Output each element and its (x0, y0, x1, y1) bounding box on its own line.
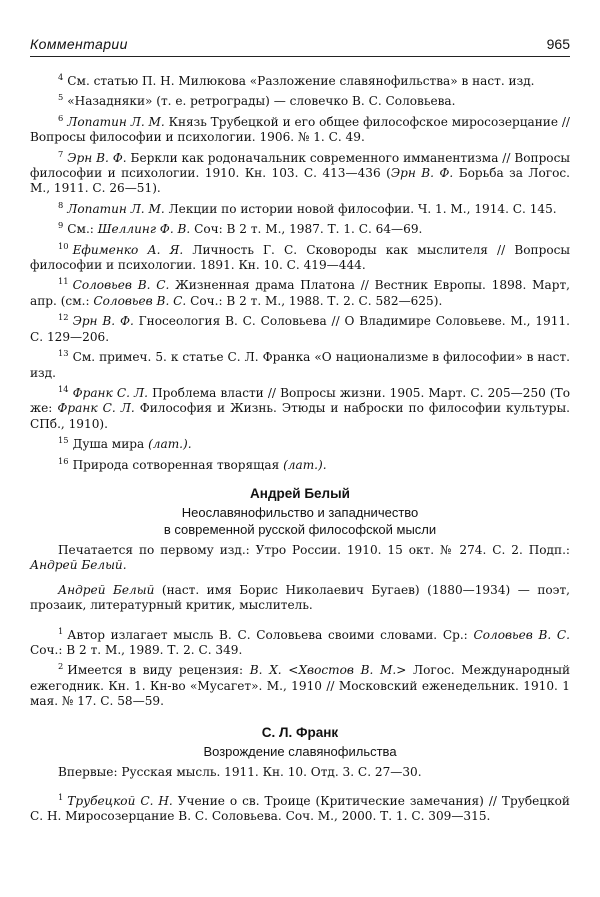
italic-text: В. Х. <Хвостов В. М.> (249, 663, 407, 678)
running-header (30, 36, 570, 58)
section-bely (30, 486, 570, 710)
italic-text: Соловьев В. С. (473, 627, 570, 642)
footnote (30, 239, 570, 274)
footnote-number: 1 (58, 792, 64, 802)
author-bio (30, 583, 570, 614)
section-title: С. Л. Франк (261, 724, 339, 740)
footnote-number: 15 (58, 435, 69, 446)
italic-text: Андрей Белый. (30, 558, 127, 573)
section-subtitle: Возрождение славянофильства (203, 743, 397, 759)
italic-text: Лопатин Л. М. (67, 114, 165, 129)
section-notes (30, 790, 570, 825)
publication-note: Впервые: Русская мысль. 1911. Кн. 10. Отд. 3. С. 27—30. (58, 764, 422, 779)
text-run: См. примеч. 5. к статье С. Л. Франка «О национализме в философии» в наст. изд. (30, 350, 570, 380)
italic-text: Эрн В. Ф. (67, 150, 127, 165)
footnote (30, 433, 570, 452)
footnote-number: 4 (58, 72, 64, 82)
text-run: Соч.: В 2 т. М., 1989. Т. 2. С. 349. (30, 642, 243, 657)
text-run: Лекции по истории новой философии. Ч. 1. М., 1914. С. 145. (164, 201, 557, 216)
footnote (30, 218, 570, 237)
footnote (30, 70, 570, 89)
section-subtitle-line1: Неославянофильство и западничество (181, 504, 419, 520)
page-number: 965 (546, 36, 570, 52)
footnote-number: 6 (58, 112, 64, 123)
text-run: См.: (67, 222, 98, 237)
footnote-number: 9 (58, 220, 64, 231)
footnote-number: 1 (58, 625, 64, 636)
footnote-number: 8 (58, 199, 64, 210)
text-run: См. статью П. Н. Милюкова «Разложение славянофильства» в наст. изд. (67, 74, 535, 88)
italic-text: Франк С. Л. (57, 401, 135, 416)
footnote (30, 454, 570, 473)
footnote-number: 11 (58, 276, 69, 287)
footnote-number: 10 (58, 240, 69, 251)
italic-text: Эрн В. Ф. (390, 166, 454, 181)
footnote (30, 274, 570, 309)
section-subtitle-line2: в современной русской философской мысли (163, 521, 437, 537)
text-run: Соч: В 2 т. М., 1987. Т. 1. С. 64—69. (190, 222, 423, 237)
italic-text: Соловьев В. С. (93, 293, 187, 308)
footnote-number: 5 (58, 92, 64, 103)
italic-text: Франк С. Л. (72, 385, 148, 400)
footnote-number: 13 (58, 348, 69, 359)
text-run: Беркли как родоначальник современного имманентизма // Вопросы философии и психологии. 1910. Кн. 103. С. 413—436 ( (30, 150, 570, 181)
footnote (30, 147, 570, 197)
footnote (30, 659, 570, 709)
italic-text: Лопатин Л. М. (67, 201, 165, 216)
footnote (30, 90, 570, 109)
italic-text: (лат.). (283, 457, 327, 472)
text-run: Философия и Жизнь. Этюды и наброски по философии культуры. СПб., 1910). (30, 401, 571, 431)
text-run: Борьба за Логос. М., 1911. С. 26—51). (30, 166, 570, 196)
section-notes (30, 624, 570, 710)
text-run: (наст. имя Борис Николаевич Бугаев) (1880—1934) — поэт, прозаик, литературный критик, мыслитель. (30, 582, 570, 613)
footnote (30, 111, 570, 146)
footnote (30, 310, 570, 345)
text-run: Логос. Международный ежегодник. Кн. 1. Кн-во «Мусагет». М., 1910 // Московский еженедельник. 1910. 1 мая. № 17. С. 58—59. (30, 663, 571, 709)
footnote-number: 2 (58, 661, 64, 672)
italic-text: Шеллинг Ф. В. (97, 222, 191, 237)
text-run: Имеется в виду рецензия: (67, 663, 250, 678)
footnote (30, 198, 570, 217)
italic-text: Андрей Белый (58, 582, 155, 597)
page-body (30, 70, 570, 826)
text-run: Душа мира (72, 437, 149, 452)
footnote (30, 346, 570, 381)
text-run: Жизненная драма Платона // Вестник Европы. 1898. Март, апр. (см.: (30, 278, 570, 308)
text-run: «Назадняки» (т. е. ретрограды) — словечко В. С. Соловьева. (67, 94, 456, 109)
text-run: Печатается по первому изд.: Утро России. 1910. 15 окт. № 274. С. 2. Подп.: (58, 542, 570, 557)
footnotes-top (30, 70, 570, 473)
italic-text: Трубецкой С. Н. (67, 794, 173, 808)
footnote-number: 12 (58, 312, 69, 323)
footnote-number: 7 (58, 148, 64, 159)
text-run: Соч.: В 2 т. М., 1988. Т. 2. С. 582—625). (186, 293, 443, 308)
running-title: Комментарии (30, 36, 128, 52)
publication-note (30, 543, 570, 574)
text-run: Князь Трубецкой и его общее философское миросозерцание // Вопросы философии и психологии. 1906. № 1. С. 49. (30, 114, 570, 145)
italic-text: Соловьев В. С. (72, 278, 170, 293)
section-frank (30, 725, 570, 825)
text-run: Автор излагает мысль В. С. Соловьева своими словами. Ср.: (67, 627, 474, 642)
italic-text: Эрн В. Ф. (72, 314, 134, 329)
italic-text: Ефименко А. Я. (72, 242, 184, 257)
footnote (30, 382, 570, 432)
text-run: Природа сотворенная творящая (72, 457, 284, 472)
footnote (30, 624, 570, 659)
italic-text: (лат.). (148, 437, 192, 452)
text-run: Учение о св. Троице (Критические замечания) // Трубецкой С. Н. Миросозерцание В. С. Соловьева. Соч. М., 2000. Т. 1. С. 309—315. (30, 794, 570, 824)
text-run: Проблема власти // Вопросы жизни. 1905. Март. С. 205—250 (То же: (30, 385, 570, 416)
text-run: Личность Г. С. Сковороды как мыслителя // Вопросы философии и психологии. 1891. Кн. 10. С. 419—444. (30, 242, 570, 273)
section-title: Андрей Белый (250, 485, 350, 501)
footnote-number: 14 (58, 383, 69, 394)
footnote (30, 790, 570, 825)
footnote-number: 16 (58, 455, 69, 466)
text-run: Гносеология В. С. Соловьева // О Владимире Соловьеве. М., 1911. С. 129—206. (30, 314, 570, 344)
header-rule (30, 56, 570, 57)
